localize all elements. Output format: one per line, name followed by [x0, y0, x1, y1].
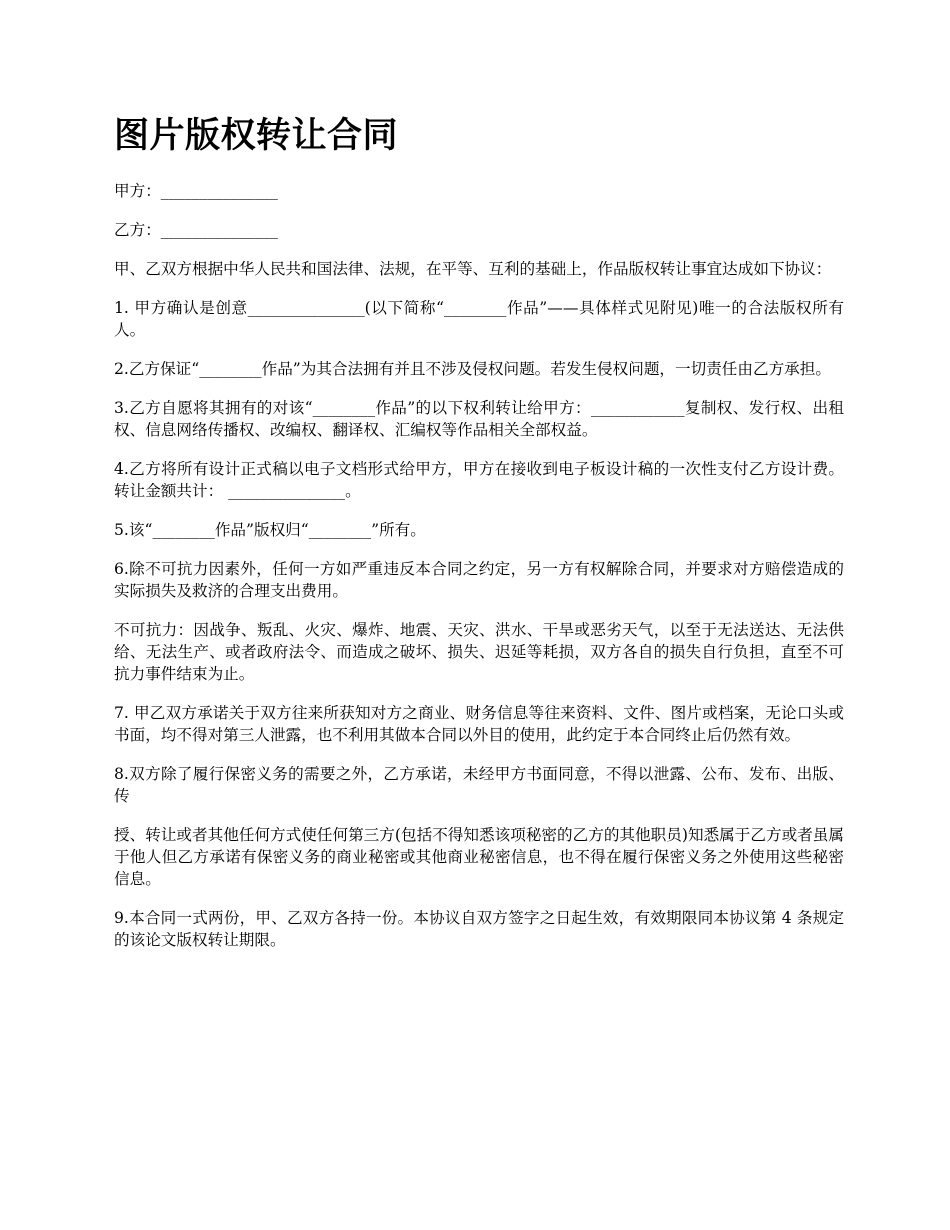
page-title: 图片版权转让合同: [114, 116, 399, 156]
clause-4-paragraph: 4.乙方将所有设计正式稿以电子文档形式给甲方，甲方在接收到电子板设计稿的一次性支付乙方设计费。转让金额共计： _______________。: [114, 460, 844, 500]
clause-9-paragraph: 9.本合同一式两份，甲、乙双方各持一份。本协议自双方签字之日起生效，有效期限同本协议第 4 条规定的该论文版权转让期限。: [114, 909, 844, 949]
clause-8-paragraph: 8.双方除了履行保密义务的需要之外，乙方承诺，未经甲方书面同意，不得以泄露、公布、发布、出版、传: [114, 765, 844, 805]
party-b-line: 乙方：_______________: [114, 221, 278, 239]
party-a-line: 甲方：_______________: [114, 182, 278, 200]
clause-2-paragraph: 2.乙方保证“________作品”为其合法拥有并且不涉及侵权问题。若发生侵权问题，一切责任由乙方承担。: [114, 360, 831, 378]
clause-1-paragraph: 1. 甲方确认是创意_______________(以下简称“________作品”——具体样式见附见)唯一的合法版权所有人。: [114, 299, 844, 339]
force-majeure-paragraph: 不可抗力：因战争、叛乱、火灾、爆炸、地震、天灾、洪水、干旱或恶劣天气，以至于无法送达、无法供给、无法生产、或者政府法令、而造成之破坏、损失、迟延等耗损，双方各自的损失自行负担，直至不可抗力事件结束为止。: [114, 621, 844, 683]
clause-8-continued-paragraph: 授、转让或者其他任何方式使任何第三方(包括不得知悉该项秘密的乙方的其他职员)知悉属于乙方或者虽属于他人但乙方承诺有保密义务的商业秘密或其他商业秘密信息，也不得在履行保密义务之外使用这些秘密信息。: [114, 826, 844, 888]
clause-6-paragraph: 6.除不可抗力因素外，任何一方如严重违反本合同之约定，另一方有权解除合同，并要求对方赔偿造成的实际损失及救济的合理支出费用。: [114, 560, 844, 600]
contract-page: [114, 108, 844, 968]
clause-5-paragraph: 5.该“________作品”版权归“________”所有。: [114, 521, 426, 539]
preamble-paragraph: 甲、乙双方根据中华人民共和国法律、法规，在平等、互利的基础上，作品版权转让事宜达成如下协议：: [114, 260, 832, 278]
clause-7-paragraph: 7. 甲乙双方承诺关于双方往来所获知对方之商业、财务信息等往来资料、文件、图片或档案，无论口头或书面，均不得对第三人泄露，也不利用其做本合同以外目的使用，此约定于本合同终止后仍然有效。: [114, 704, 844, 744]
clause-3-paragraph: 3.乙方自愿将其拥有的对该“________作品”的以下权利转让给甲方：____________复制权、发行权、出租权、信息网络传播权、改编权、翻译权、汇编权等作品相关全部权益。: [114, 399, 844, 439]
